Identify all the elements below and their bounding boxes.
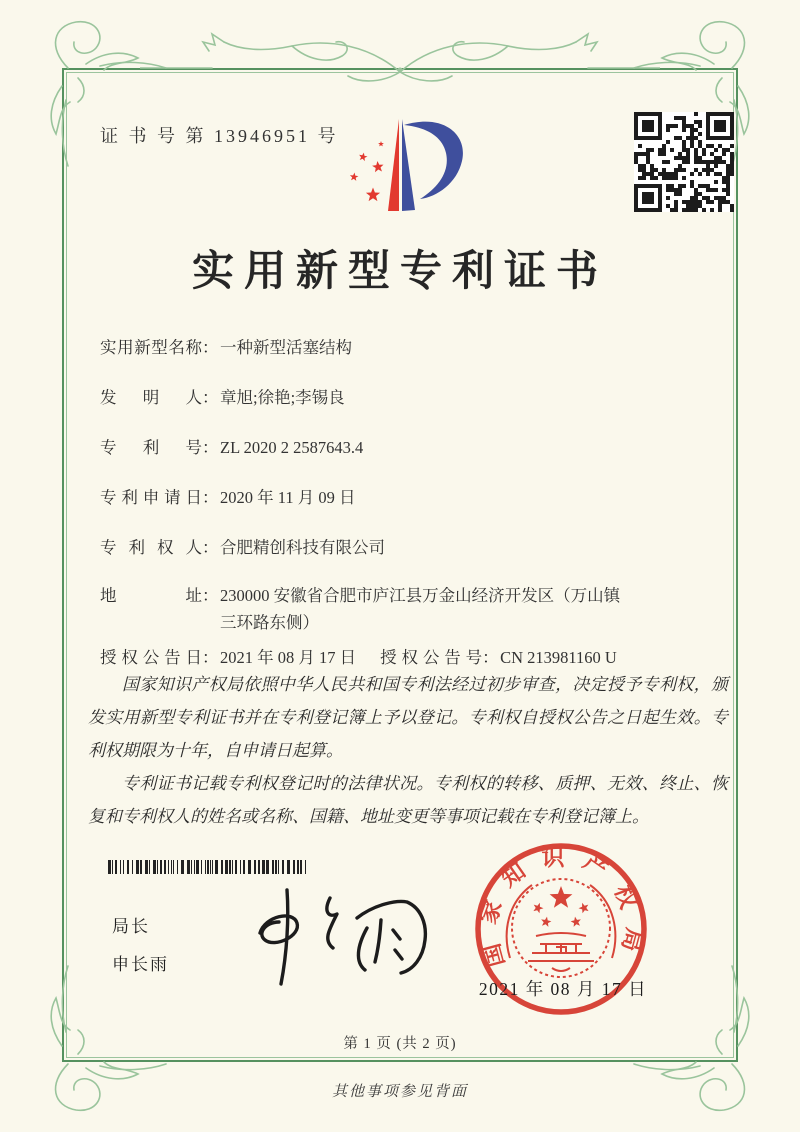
field-filing-date: 专利申请日 ： 2020 年 11 月 09 日	[100, 486, 715, 510]
legal-paragraph-1: 国家知识产权局依照中华人民共和国专利法经过初步审查，决定授予专利权，颁发实用新型专利证书并在专利登记簿上予以登记。专利权自授权公告之日起生效。专利权期限为十年，自申请日起算。	[88, 675, 728, 760]
field-label: 授权公告号	[380, 648, 483, 667]
field-value: 合肥精创科技有限公司	[220, 538, 385, 557]
field-value: ZL 2020 2 2587643.4	[220, 438, 364, 457]
legal-paragraph-2: 专利证书记载专利权登记时的法律状况。专利权的转移、质押、无效、终止、恢复和专利权人的姓名或名称、国籍、地址变更等事项记载在专利登记簿上。	[88, 774, 728, 826]
signer-role: 局长	[112, 917, 150, 936]
handwritten-signature	[235, 878, 435, 990]
field-value: 一种新型活塞结构	[220, 338, 352, 357]
page-number: 第 1 页 (共 2 页)	[343, 1036, 457, 1052]
signer-name: 申长雨	[112, 955, 169, 974]
field-address: 地址 ： 230000 安徽省合肥市庐江县万金山经济开发区（万山镇三环路东侧）	[100, 582, 715, 636]
field-value: 章旭;徐艳;李锡良	[220, 388, 345, 407]
field-patentee: 专利权人 ： 合肥精创科技有限公司	[100, 536, 715, 560]
field-label: 发明人	[100, 388, 202, 407]
field-grant-number: 授权公告号 ： CN 213981160 U	[380, 646, 617, 670]
field-grant-row	[100, 646, 715, 670]
field-inventor: 发明人 ： 章旭;徐艳;李锡良	[100, 386, 715, 410]
back-side-note: 其他事项参见背面	[331, 1084, 468, 1100]
seal-date: 2021 年 08 月 17 日	[478, 979, 648, 999]
field-value: 230000 安徽省合肥市庐江县万金山经济开发区（万山镇三环路东侧）	[220, 586, 621, 632]
signer-block	[112, 912, 169, 975]
certificate-number: 证 书 号 第 13946951 号	[100, 126, 339, 146]
field-label: 授权公告日	[100, 648, 202, 667]
field-label: 专利申请日	[100, 488, 202, 507]
field-label: 专利号	[100, 438, 202, 457]
field-utility-model-name: 实用新型名称 ： 一种新型活塞结构	[100, 336, 715, 360]
cnipa-logo-icon	[336, 106, 476, 228]
field-patent-number: 专利号 ： ZL 2020 2 2587643.4	[100, 436, 715, 460]
barcode	[108, 860, 308, 874]
seal-agency-text: 国家知识产权局	[474, 844, 648, 970]
field-value: 2020 年 11 月 09 日	[220, 488, 356, 507]
field-label: 专利权人	[100, 538, 202, 557]
legal-text	[88, 668, 728, 833]
field-value: 2021 年 08 月 17 日	[220, 648, 357, 667]
field-grant-date: 授权公告日 ： 2021 年 08 月 17 日	[100, 646, 356, 670]
certificate-fields	[100, 336, 715, 670]
field-label: 实用新型名称	[100, 338, 202, 357]
certificate-title: 实用新型专利证书	[191, 249, 608, 295]
qr-code	[634, 112, 734, 212]
field-label: 地址	[100, 586, 202, 605]
field-value: CN 213981160 U	[500, 648, 617, 667]
